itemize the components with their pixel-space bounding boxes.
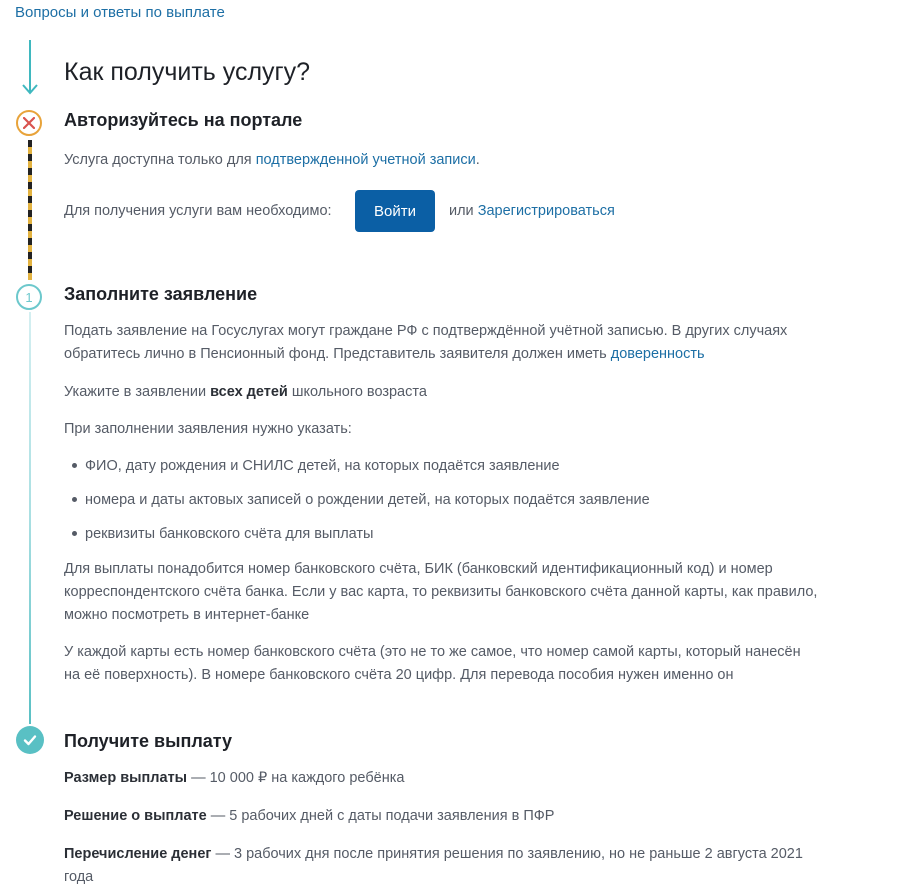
fill-paragraph-3: При заполнении заявления нужно указать: — [64, 421, 352, 437]
payment-transfer-line1 — [64, 843, 854, 866]
auth-note — [64, 149, 854, 172]
fill-p2-prefix: Укажите в заявлении — [64, 384, 211, 400]
register-line — [449, 200, 749, 223]
step-number: 1 — [25, 289, 33, 305]
auth-note-prefix: Услуга доступна только для — [64, 152, 256, 168]
timeline-progress-line — [29, 312, 31, 724]
bullet-icon — [72, 531, 80, 539]
fill-p4-line3: можно посмотреть в интернет-банке — [64, 607, 310, 623]
verified-account-link[interactable]: подтвержденной учетной записи — [255, 152, 476, 168]
fill-paragraph-2 — [64, 381, 854, 404]
fill-p5-line1: У каждой карты есть номер банковского счёта (это не то же самое, что номер самой карты, который нанесён — [64, 644, 801, 660]
step-number-badge — [16, 284, 42, 310]
power-of-attorney-link[interactable]: доверенность — [610, 346, 705, 362]
fill-p4-line1: Для выплаты понадобится номер банковского счёта, БИК (банковский идентификационный код) и номер — [64, 561, 773, 577]
fill-paragraph-1 — [64, 320, 854, 366]
register-link[interactable]: Зарегистрироваться — [477, 203, 615, 219]
or-text: или — [449, 203, 474, 219]
fill-p1-line2-text: обратитесь лично в Пенсионный фонд. Представитель заявителя должен иметь — [64, 346, 611, 362]
bullet-icon — [72, 463, 80, 471]
bullet-icon — [72, 497, 80, 505]
fill-heading: Заполните заявление — [64, 284, 258, 304]
fill-paragraph-4 — [64, 558, 854, 627]
fill-p1-line2 — [64, 343, 854, 366]
check-icon — [23, 733, 37, 747]
fill-paragraph-5 — [64, 641, 854, 687]
fill-p2-suffix: школьного возраста — [287, 384, 427, 400]
payment-decision-label: Решение о выплате — [64, 808, 207, 824]
payment-transfer-label: Перечисление денег — [64, 846, 212, 862]
payment-transfer-value: — 3 рабочих дня после принятия решения по заявлению, но не раньше 2 августа 2021 — [211, 846, 803, 862]
close-icon — [23, 117, 35, 129]
faq-link[interactable]: Вопросы и ответы по выплате — [15, 4, 225, 21]
payment-transfer-line2: года — [64, 869, 94, 885]
list-item: ФИО, дату рождения и СНИЛС детей, на которых подаётся заявление — [85, 458, 560, 474]
payment-status-done — [16, 726, 44, 754]
auth-heading: Авторизуйтесь на портале — [64, 110, 303, 130]
payment-decision — [64, 805, 854, 828]
fill-p1-line1: Подать заявление на Госуслугах могут граждане РФ с подтверждённой учётной записью. В других случаях — [64, 323, 788, 339]
arrow-down-icon — [20, 78, 40, 98]
auth-status-error — [16, 110, 42, 136]
list-item: номера и даты актовых записей о рождении детей, на которых подаётся заявление — [85, 492, 650, 508]
payment-transfer — [64, 843, 854, 889]
fill-p4-line2: корреспондентского счёта банка. Если у вас карта, то реквизиты банковского счёта данной карты, как правило, — [64, 584, 818, 600]
fill-p2-bold: всех детей — [210, 384, 288, 400]
payment-amount — [64, 767, 854, 790]
payment-heading: Получите выплату — [64, 731, 233, 751]
payment-amount-value: — 10 000 ₽ на каждого ребёнка — [187, 770, 405, 786]
payment-decision-value: — 5 рабочих дней с даты подачи заявления в ПФР — [206, 808, 555, 824]
list-item: реквизиты банковского счёта для выплаты — [85, 526, 374, 542]
fill-p5-line2: на её поверхность). В номере банковского счёта 20 цифр. Для перевода пособия нужен именно он — [64, 667, 734, 683]
payment-amount-label: Размер выплаты — [64, 770, 188, 786]
page-title: Как получить услугу? — [64, 58, 311, 86]
auth-note-suffix: . — [475, 152, 480, 168]
login-button[interactable]: Войти — [355, 190, 435, 232]
timeline-hazard-line — [28, 140, 32, 280]
auth-requirement: Для получения услуги вам необходимо: — [64, 203, 332, 219]
